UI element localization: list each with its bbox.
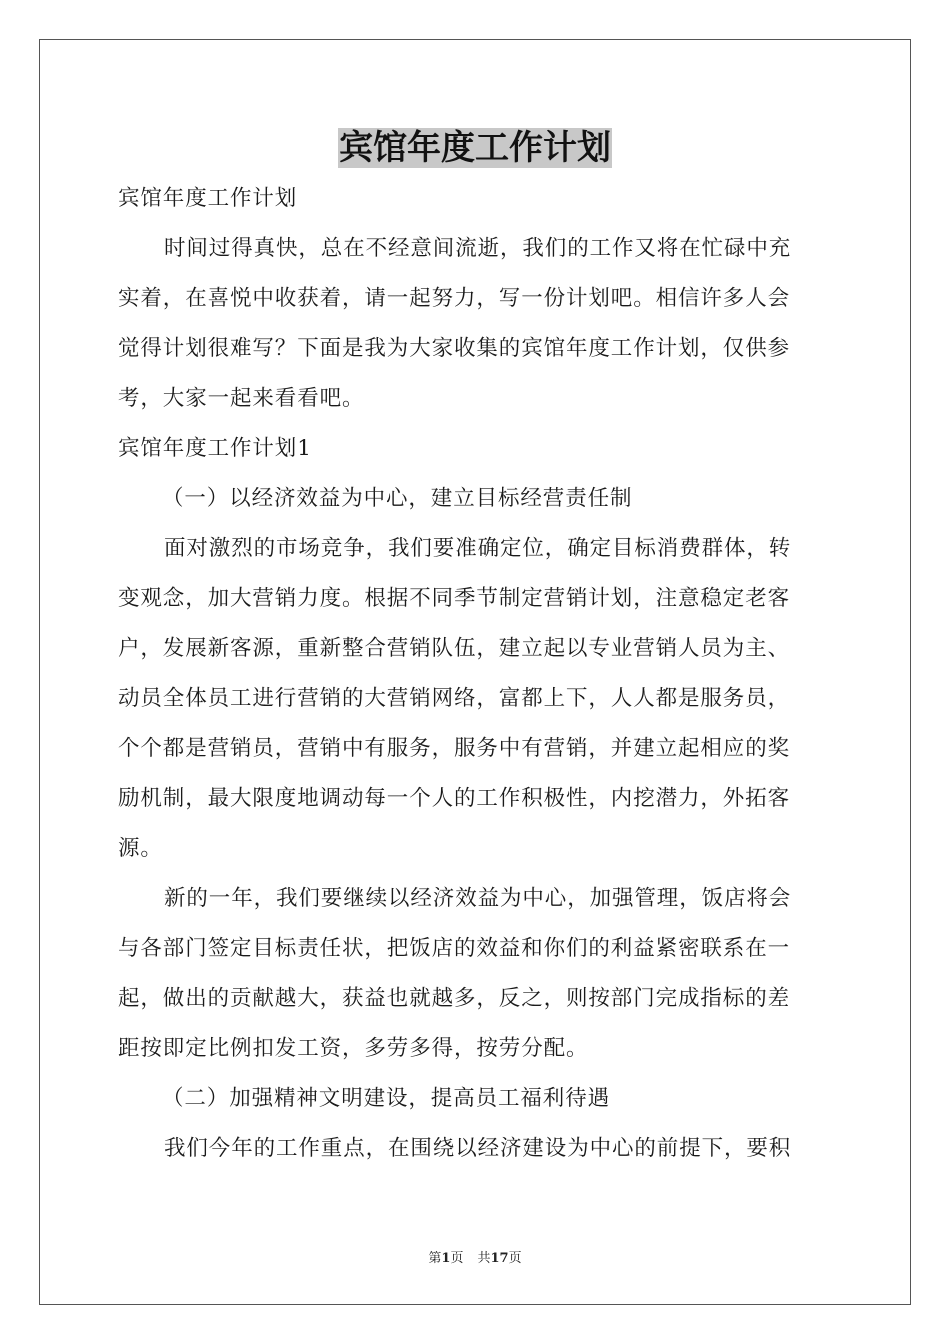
body-text-line: （二）加强精神文明建设，提高员工福利待遇 <box>162 1086 611 1111</box>
document-title: 宾馆年度工作计划 <box>339 128 611 168</box>
page-footer <box>0 1247 950 1266</box>
body-text-line: 励机制，最大限度地调动每一个人的工作积极性，内挖潜力，外拓客 <box>118 786 791 811</box>
body-text-line: 面对激烈的市场竞争，我们要准确定位，确定目标消费群体，转 <box>164 536 792 561</box>
total-pages: 17 <box>490 1251 509 1266</box>
body-text-line: 时间过得真快，总在不经意间流逝，我们的工作又将在忙碌中充 <box>164 236 792 261</box>
body-text-line: 新的一年，我们要继续以经济效益为中心，加强管理，饭店将会 <box>164 886 792 911</box>
body-text-line: 与各部门签定目标责任状，把饭店的效益和你们的利益紧密联系在一 <box>118 936 791 961</box>
body-text-line: 宾馆年度工作计划1 <box>118 436 312 461</box>
body-text-line: 源。 <box>118 836 163 861</box>
body-text-line: 动员全体员工进行营销的大营销网络，富都上下，人人都是服务员， <box>118 686 791 711</box>
body-text-line: 距按即定比例扣发工资，多劳多得，按劳分配。 <box>118 1036 589 1061</box>
body-text-line: 觉得计划很难写？下面是我为大家收集的宾馆年度工作计划，仅供参 <box>118 336 791 361</box>
body-text-line: 宾馆年度工作计划 <box>118 186 298 211</box>
body-text-line: 起，做出的贡献越大，获益也就越多，反之，则按部门完成指标的差 <box>118 986 791 1011</box>
document-title-block <box>0 128 950 168</box>
body-text-line: 考，大家一起来看看吧。 <box>118 386 365 411</box>
body-text-line: 户，发展新客源，重新整合营销队伍，建立起以专业营销人员为主、 <box>118 636 791 661</box>
total-suffix: 页 <box>508 1251 522 1266</box>
page-number: 1 <box>441 1251 451 1266</box>
body-text-line: 实着，在喜悦中收获着，请一起努力，写一份计划吧。相信许多人会 <box>118 286 791 311</box>
total-prefix: 共 <box>477 1251 491 1266</box>
body-text-line: 我们今年的工作重点，在围绕以经济建设为中心的前提下，要积 <box>164 1136 792 1161</box>
page-suffix: 页 <box>450 1251 464 1266</box>
document-body <box>118 174 834 1174</box>
body-text-line: （一）以经济效益为中心，建立目标经营责任制 <box>162 486 633 511</box>
body-text-line: 变观念，加大营销力度。根据不同季节制定营销计划，注意稳定老客 <box>118 586 791 611</box>
body-text-line: 个个都是营销员，营销中有服务，服务中有营销，并建立起相应的奖 <box>118 736 791 761</box>
page-prefix: 第 <box>428 1251 442 1266</box>
